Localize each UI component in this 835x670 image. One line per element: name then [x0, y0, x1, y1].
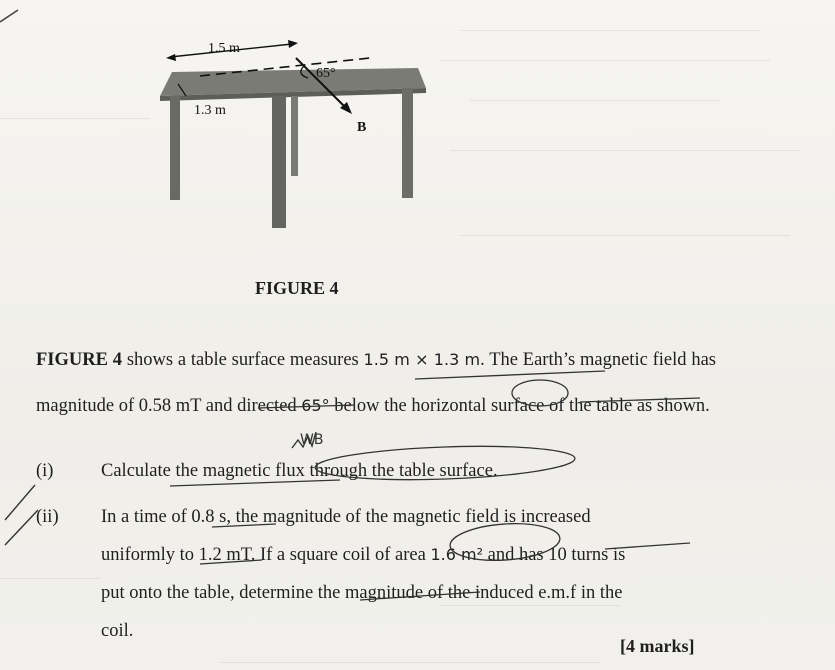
intro-figure-ref: FIGURE 4 — [36, 350, 123, 370]
intro-text-4: below the horizontal surface of the table as shown. — [329, 396, 710, 416]
intro-paragraph — [36, 337, 716, 429]
table-figure — [0, 0, 835, 300]
question-i-label: (i) — [36, 461, 54, 481]
question-ii-label: (ii) — [36, 507, 59, 527]
question-ii-line-2a: uniformly to 1.2 mT. If a square coil of area — [101, 545, 431, 565]
table-leg-front-left — [170, 96, 180, 200]
question-ii-line-2 — [101, 545, 625, 566]
intro-text-1: shows a table surface measures — [122, 350, 364, 370]
label-depth: 1.3 m — [194, 103, 226, 118]
handwritten-wb: WB — [300, 432, 324, 448]
label-width: 1.5 m — [208, 41, 240, 56]
table-leg-back-left — [291, 96, 298, 176]
intro-angle: 65° — [301, 396, 330, 415]
question-ii-line-2b: and has 10 turns is — [483, 545, 626, 565]
question-ii-line-4: coil. — [101, 621, 134, 641]
question-ii-line-1: In a time of 0.8 s, the magnitude of the magnetic field is increased — [101, 507, 591, 527]
marks-label: [4 marks] — [620, 636, 695, 656]
table-leg-back-right — [402, 88, 413, 198]
question-i-text: Calculate the magnetic flux through the table surface. — [101, 461, 498, 481]
label-angle: 65° — [316, 66, 336, 81]
intro-text-2: . The Earth’s magnetic field has magnitude of — [36, 350, 716, 416]
intro-field-value: 0.58 mT — [138, 396, 202, 416]
table-leg-front-right — [272, 96, 286, 228]
question-ii-area: 1.6 m² — [430, 545, 483, 564]
intro-text-3: and directed — [201, 396, 302, 416]
label-b-field: B — [357, 120, 367, 135]
question-ii-line-3: put onto the table, determine the magnitude of the induced e.m.f in the — [101, 583, 623, 603]
intro-dimensions: 1.5 m × 1.3 m — [363, 350, 481, 369]
figure-caption: FIGURE 4 — [255, 278, 339, 298]
